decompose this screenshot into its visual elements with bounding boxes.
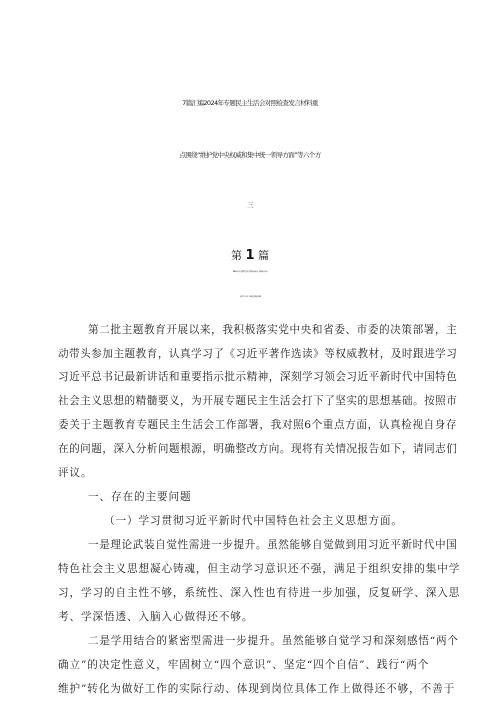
chapter-suffix: 篇 bbox=[258, 249, 270, 262]
body-line: 考、学深悟透、入脑入心做得还不够。 bbox=[58, 611, 254, 623]
subtitle-line-2: （新的六个方面）对照检查剖析发言提纲 bbox=[239, 296, 261, 298]
document-title-line-1: 7篇汇编2024年专题民主生活会对照检查发言材料重 bbox=[182, 99, 318, 107]
body-line: 动带头参加主题教育，认真学习了《习近平著作选读》等权威教材，及时跟进学习 bbox=[58, 348, 458, 360]
body-line: 评议。 bbox=[58, 467, 93, 479]
body-line: 一是理论武装自觉性需进一步提升。虽然能够自觉做到用习近平新时代中国 bbox=[88, 539, 458, 551]
document-title-line-2: 点围绕“维护党中央权威和集中统一领导方面”等六个方 bbox=[179, 151, 321, 159]
subsection-heading: （一）学习贯彻习近平新时代中国特色社会主义思想方面。 bbox=[104, 515, 403, 527]
body-line: 二是学用结合的紧密型需进一步提升。虽然能够自觉学习和深刻感悟“两个 bbox=[88, 635, 459, 647]
body-line: 特色社会主义思想凝心铸魂，但主动学习意识还不强，满足于组织安排的集中学 bbox=[58, 563, 461, 575]
body-line: 第二批主题教育开展以来，我积极落实党中央和省委、市委的决策部署，主 bbox=[88, 324, 458, 336]
section-heading: 一、存在的主要问题 bbox=[88, 491, 192, 503]
chapter-heading bbox=[0, 247, 500, 263]
body-line: 维护”转化为做好工作的实际行动、体现到岗位具体工作上做得还不够，不善于 bbox=[58, 683, 456, 695]
body-line: 在的问题，深入分析问题根源，明确整改方向。现将有关情况报告如下，请同志们 bbox=[58, 443, 458, 455]
body-line: 习，学习的自主性不够，系统性、深入性也有待进一步加强，反复研学、深入思 bbox=[58, 587, 461, 599]
chapter-number: 1 bbox=[245, 248, 255, 263]
body-line: 社会主义思想的精髓要义，为开展专题民主生活会打下了坚实的思想基础。按照市 bbox=[58, 395, 458, 407]
body-line: 确立”的决定性意义，牢固树立“四个意识”、坚定“四个自信”、践行“两个 bbox=[58, 659, 430, 671]
subtitle-line-1: 2024年第二批主题教育专题生活会围绕求真务实、狠抓落实方面等 bbox=[232, 271, 268, 273]
chapter-prefix: 第 bbox=[230, 249, 242, 262]
body-line: 委关于主题教育专题民主生活会工作部署，我对照6个重点方面，认真检视自身存 bbox=[58, 419, 458, 431]
body-line: 习近平总书记最新讲话和重要指示批示精神，深刻学习领会习近平新时代中国特色 bbox=[58, 371, 458, 383]
document-title-line-3: 三 bbox=[247, 201, 253, 209]
